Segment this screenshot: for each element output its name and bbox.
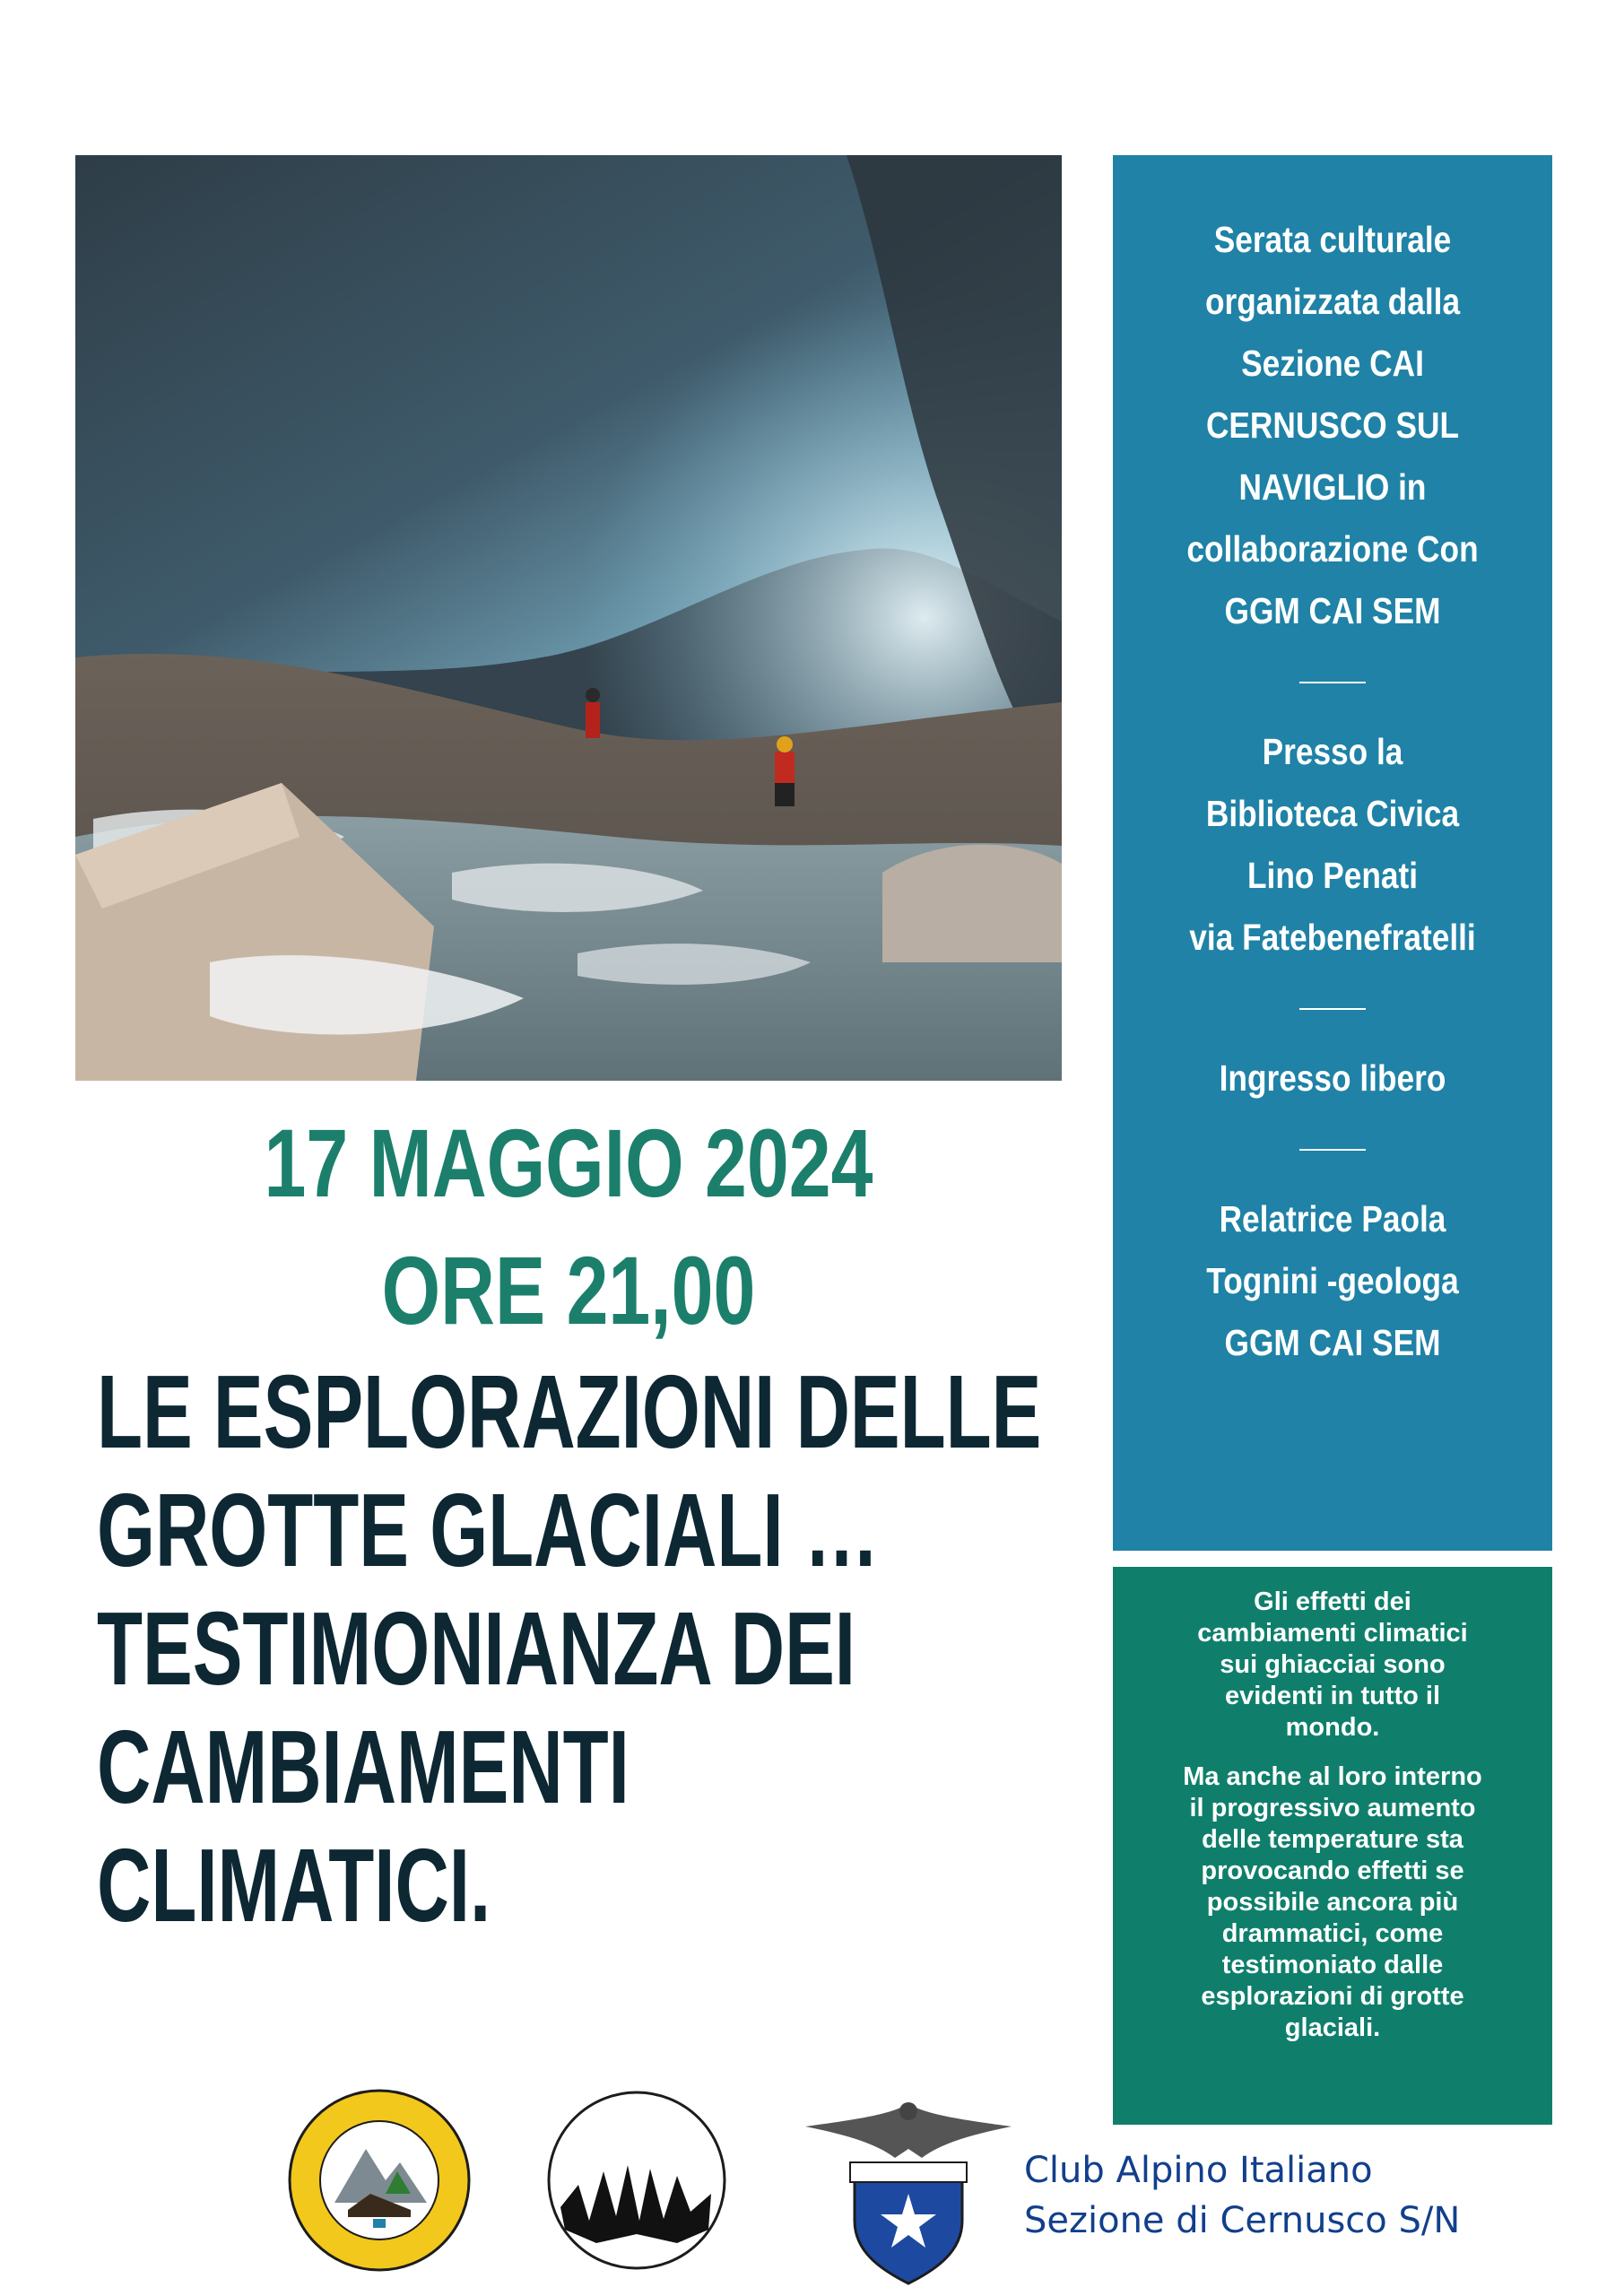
organization-signature	[1024, 2145, 1460, 2246]
note-line: drammatici, come	[1221, 1919, 1444, 1948]
divider	[1299, 682, 1366, 683]
info-line: Serata culturale	[1213, 219, 1452, 260]
title-line: CLIMATICI.	[97, 1827, 491, 1944]
note-line: mondo.	[1285, 1713, 1380, 1742]
ice-cave-photo	[75, 155, 1062, 1081]
note-line: Ma anche al loro interno	[1183, 1762, 1482, 1791]
org-name: Club Alpino Italiano	[1024, 2150, 1373, 2191]
event-time: ORE 21,00	[381, 1236, 756, 1344]
note-line: testimoniato dalle	[1221, 1951, 1444, 1979]
note-line: esplorazioni di grotte	[1201, 1982, 1464, 2011]
event-title	[97, 1352, 1173, 1944]
event-info-panel	[1113, 155, 1552, 1551]
note-line: Gli effetti dei	[1254, 1587, 1411, 1616]
admission-block	[1159, 1048, 1507, 1109]
climate-note-panel	[1113, 1567, 1552, 2125]
info-line: CERNUSCO SUL	[1205, 404, 1460, 446]
note-line: delle temperature sta	[1202, 1825, 1463, 1854]
divider	[1299, 1008, 1366, 1010]
info-line: GGM CAI SEM	[1224, 590, 1441, 631]
info-line: Tognini -geologa	[1206, 1260, 1459, 1301]
note-line: cambiamenti climatici	[1197, 1619, 1468, 1648]
info-line: Biblioteca Civica	[1205, 793, 1460, 834]
divider	[1299, 1149, 1366, 1151]
info-line: Presso la	[1262, 731, 1403, 772]
info-line: Ingresso libero	[1219, 1057, 1446, 1099]
note-line: glaciali.	[1284, 2013, 1381, 2042]
note-line: evidenti in tutto il	[1224, 1682, 1441, 1710]
org-section: Sezione di Cernusco S/N	[1024, 2200, 1461, 2241]
note-line: sui ghiacciai sono	[1220, 1650, 1446, 1679]
speaker-block	[1159, 1188, 1507, 1374]
title-line: TESTIMONIANZA DEI	[97, 1590, 856, 1707]
info-line: GGM CAI SEM	[1224, 1322, 1441, 1363]
info-line: Sezione CAI	[1241, 343, 1424, 384]
organizer-block	[1159, 209, 1507, 642]
info-line: organizzata dalla	[1204, 281, 1461, 322]
title-line: CAMBIAMENTI	[97, 1709, 630, 1825]
title-line: GROTTE GLACIALI …	[97, 1472, 880, 1588]
venue-block	[1159, 721, 1507, 969]
title-line: LE ESPLORAZIONI DELLE	[97, 1353, 1042, 1470]
note-line: il progressivo aumento	[1189, 1794, 1476, 1822]
info-line: collaborazione Con	[1186, 528, 1479, 570]
paragraph-gap	[1131, 1744, 1534, 1761]
ice-cave-illustration	[75, 155, 1062, 1081]
info-line: Relatrice Paola	[1219, 1198, 1446, 1239]
info-line: NAVIGLIO in	[1238, 466, 1427, 508]
event-date: 17 MAGGIO 2024	[264, 1109, 873, 1217]
ggm-logo	[543, 2086, 731, 2274]
info-line: Lino Penati	[1246, 855, 1419, 896]
onc-logo	[285, 2086, 473, 2274]
info-line: via Fatebenefratelli	[1189, 917, 1476, 958]
cai-emblem-logo	[796, 2086, 1020, 2292]
note-line: provocando effetti se	[1201, 1857, 1464, 1885]
note-line: possibile ancora più	[1206, 1888, 1459, 1917]
